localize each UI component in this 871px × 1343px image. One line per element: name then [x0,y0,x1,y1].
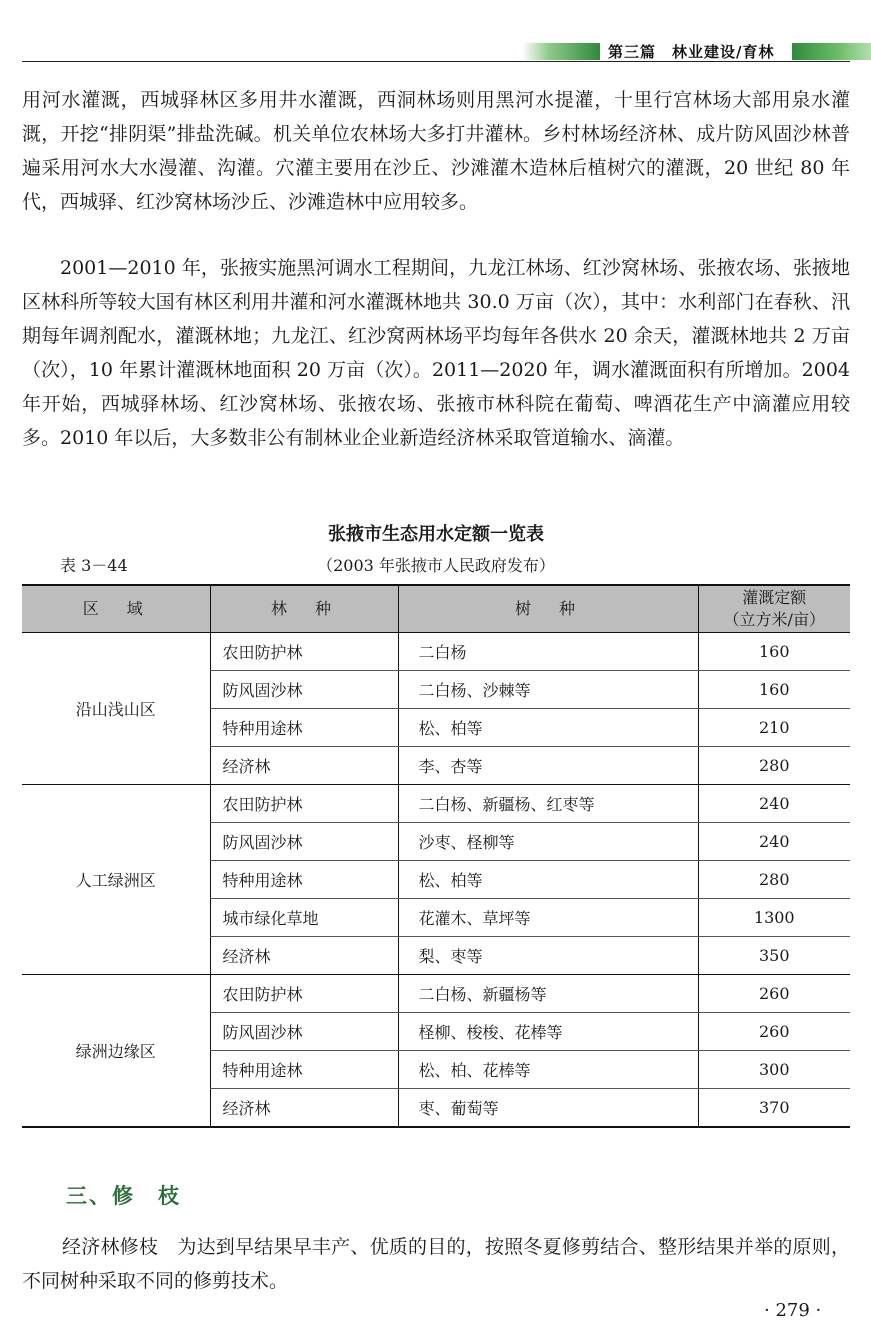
tree-species-cell: 柽柳、梭梭、花棒等 [398,1013,698,1051]
region-cell: 沿山浅山区 [22,633,210,785]
header-decor-bar-left [522,43,600,60]
header-quota-label: 灌溉定额 [742,588,807,607]
tree-species-cell: 花灌木、草坪等 [398,899,698,937]
table-row [22,975,850,1013]
forest-type-cell: 防风固沙林 [210,823,398,861]
quota-value-cell: 210 [698,709,850,747]
forest-type-cell: 经济林 [210,747,398,785]
tree-species-cell: 松、柏、花棒等 [398,1051,698,1089]
section-heading-pruning: 三、修 枝 [66,1184,181,1208]
header-forest-type: 林 种 [210,585,398,633]
tree-species-cell: 梨、枣等 [398,937,698,975]
forest-type-cell: 农田防护林 [210,785,398,823]
quota-value-cell: 370 [698,1089,850,1128]
header-title: 第三篇 林业建设/育林 [608,43,775,61]
table-title: 张掖市生态用水定额一览表 [328,524,544,545]
forest-type-cell: 农田防护林 [210,633,398,671]
quota-value-cell: 350 [698,937,850,975]
page-number: · 279 · [764,1300,822,1321]
tree-species-cell: 二白杨、新疆杨等 [398,975,698,1013]
forest-type-cell: 特种用途林 [210,709,398,747]
forest-type-cell: 城市绿化草地 [210,899,398,937]
table-row [22,633,850,671]
header-rule [22,61,850,62]
page-header [22,40,850,62]
quota-value-cell: 240 [698,823,850,861]
tree-species-cell: 松、柏等 [398,861,698,899]
water-quota-table [22,584,850,1128]
quota-value-cell: 160 [698,633,850,671]
forest-type-cell: 防风固沙林 [210,1013,398,1051]
tree-species-cell: 枣、葡萄等 [398,1089,698,1128]
header-decor-bar-right [792,43,871,60]
quota-value-cell: 280 [698,747,850,785]
forest-type-cell: 经济林 [210,1089,398,1128]
tree-species-cell: 二白杨、新疆杨、红枣等 [398,785,698,823]
forest-type-cell: 特种用途林 [210,1051,398,1089]
forest-type-cell: 特种用途林 [210,861,398,899]
table-row [22,785,850,823]
quota-value-cell: 240 [698,785,850,823]
quota-value-cell: 260 [698,975,850,1013]
tree-species-cell: 松、柏等 [398,709,698,747]
header-quota-unit: （立方米/亩） [723,610,825,629]
region-cell: 人工绿洲区 [22,785,210,975]
forest-type-cell: 经济林 [210,937,398,975]
tree-species-cell: 二白杨 [398,633,698,671]
quota-value-cell: 260 [698,1013,850,1051]
tree-species-cell: 沙枣、柽柳等 [398,823,698,861]
paragraph-water-diversion: 2001—2010 年，张掖实施黑河调水工程期间，九龙江林场、红沙窝林场、张掖农场、张掖地区林科所等较大国有林区利用井灌和河水灌溉林地共 30.0 万亩（次），其中：水利部门在春秋、汛期每年调剂配水，灌溉林地；九龙江、红沙窝两林场平均每年各供水 20 余天，灌溉林地共 2 万亩（次），10 年累计灌溉林地面积 20 万亩（次）。2011—2020 年，调水灌溉面积有所增加。2004 年开始，西城驿林场、红沙窝林场、张掖农场、张掖市林科院在葡萄、啤酒花生产中滴灌应用较多。2010 年以后，大多数非公有制林业企业新造经济林采取管道输水、滴灌。 [22,257,850,449]
tree-species-cell: 李、杏等 [398,747,698,785]
quota-value-cell: 1300 [698,899,850,937]
region-cell: 绿洲边缘区 [22,975,210,1128]
header-irrigation-quota [698,585,850,633]
forest-type-cell: 防风固沙林 [210,671,398,709]
quota-value-cell: 300 [698,1051,850,1089]
table-label: 表 3－44 [60,556,128,575]
paragraph-irrigation-methods: 用河水灌溉，西城驿林区多用井水灌溉，西洞林场则用黑河水提灌，十里行宫林场大部用泉水灌溉，开挖“排阴渠”排盐洗碱。机关单位农林场大多打井灌林。乡村林场经济林、成片防风固沙林普遍采用河水大水漫灌、沟灌。穴灌主要用在沙丘、沙滩灌木造林后植树穴的灌溉，20 世纪 80 年代，西城驿、红沙窝林场沙丘、沙滩造林中应用较多。 [22,89,850,213]
tree-species-cell: 二白杨、沙棘等 [398,671,698,709]
quota-value-cell: 280 [698,861,850,899]
table-subtitle: （2003 年张掖市人民政府发布） [317,556,555,575]
table-header-row [22,585,850,633]
forest-type-cell: 农田防护林 [210,975,398,1013]
quota-value-cell: 160 [698,671,850,709]
paragraph-economic-forest-pruning: 经济林修枝 为达到早结果早丰产、优质的目的，按照冬夏修剪结合、整形结果并举的原则，不同树种采取不同的修剪技术。 [22,1236,850,1292]
header-tree-species: 树 种 [398,585,698,633]
header-region: 区 域 [22,585,210,633]
